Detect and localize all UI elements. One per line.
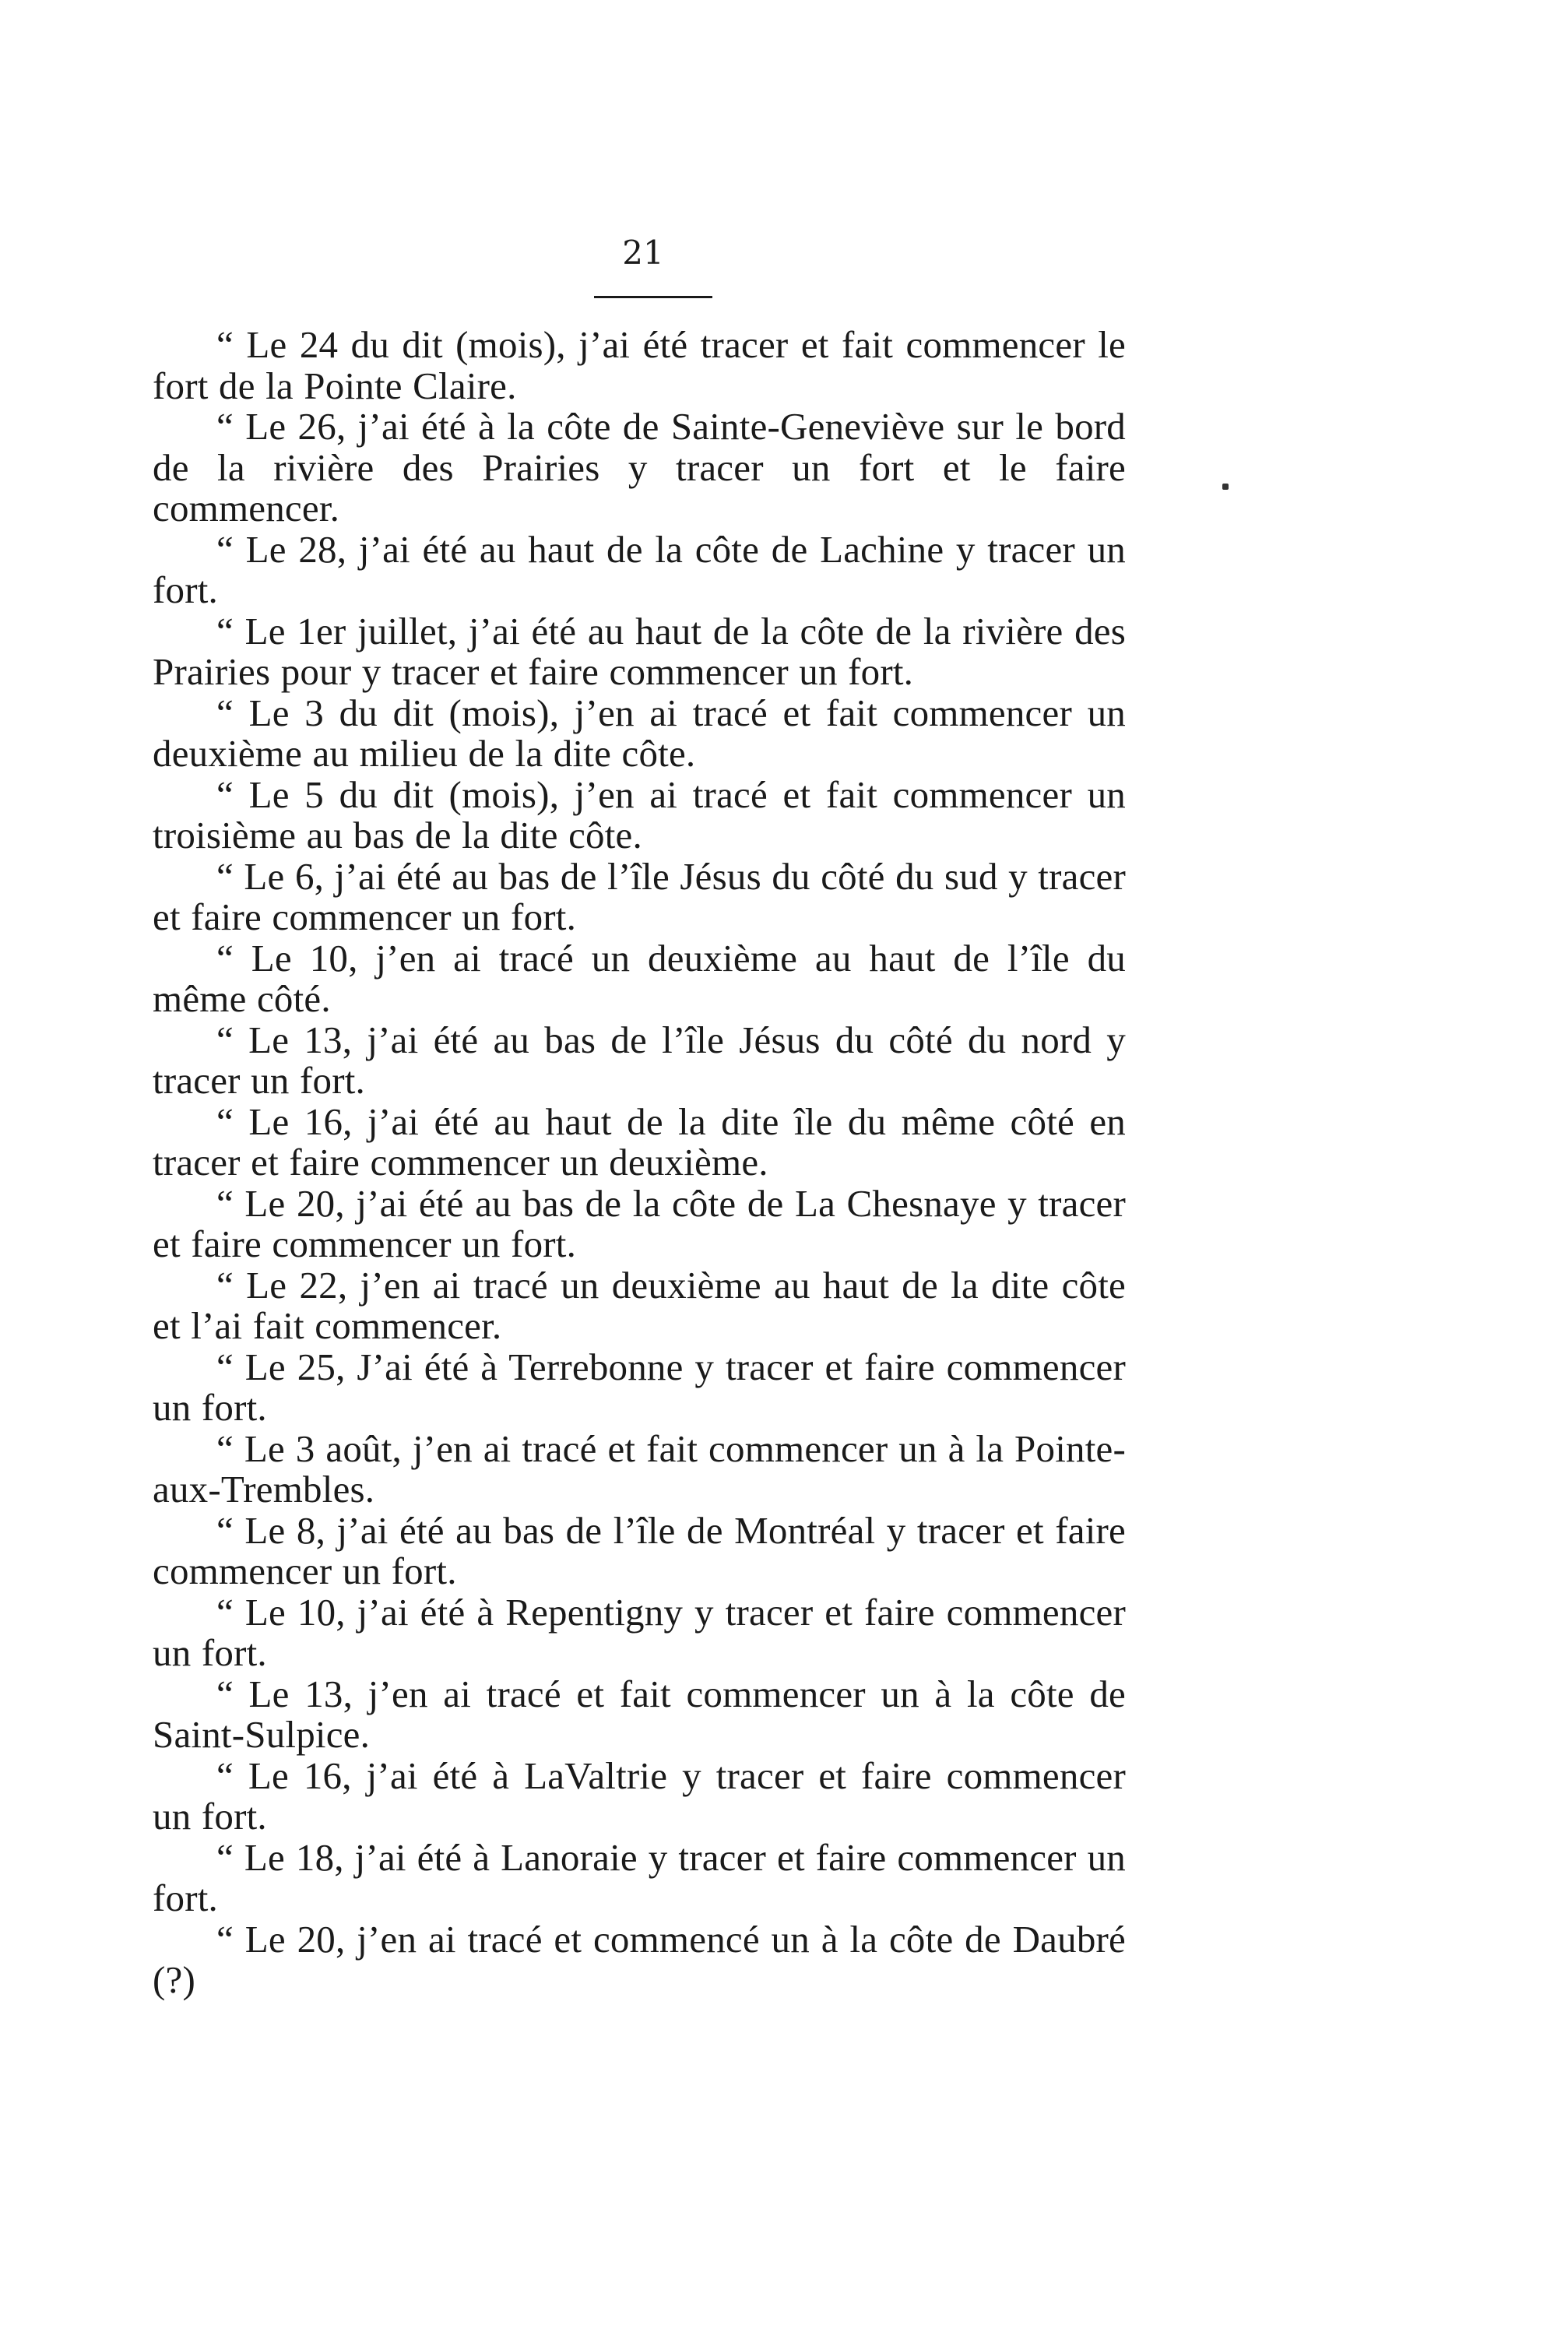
journal-entry: “ Le 1er juillet, j’ai été au haut de la côte de la rivière des Prairies pour y tracer et faire commencer un fort. <box>153 609 1126 693</box>
journal-entry: “ Le 18, j’ai été à Lanoraie y tracer et faire commencer un fort. <box>153 1835 1126 1919</box>
journal-entry: “ Le 6, j’ai été au bas de l’île Jésus du côté du sud y tracer et faire commencer un fort. <box>153 854 1126 938</box>
journal-entry: “ Le 26, j’ai été à la côte de Sainte-Geneviève sur le bord de la rivière des Prairies y tracer un fort et le faire commencer. <box>153 405 1126 529</box>
journal-entry: “ Le 22, j’en ai tracé un deuxième au haut de la dite côte et l’ai fait commencer. <box>153 1263 1126 1347</box>
journal-entry: “ Le 3 du dit (mois), j’en ai tracé et fait commencer un deuxième au milieu de la dite côte. <box>153 691 1126 775</box>
journal-entry: “ Le 16, j’ai été au haut de la dite île du même côté en tracer et faire commencer un deuxième. <box>153 1099 1126 1184</box>
page <box>153 234 1126 2001</box>
journal-entry: “ Le 8, j’ai été au bas de l’île de Montréal y tracer et faire commencer un fort. <box>153 1508 1126 1592</box>
page-number: 21 <box>622 234 664 272</box>
margin-speck <box>1222 484 1229 490</box>
journal-entry: “ Le 28, j’ai été au haut de la côte de Lachine y tracer un fort. <box>153 527 1126 611</box>
journal-entry: “ Le 25, J’ai été à Terrebonne y tracer et faire commencer un fort. <box>153 1345 1126 1429</box>
journal-entry: “ Le 20, j’ai été au bas de la côte de La Chesnaye y tracer et faire commencer un fort. <box>153 1181 1126 1265</box>
journal-entry: “ Le 13, j’ai été au bas de l’île Jésus du côté du nord y tracer un fort. <box>153 1018 1126 1102</box>
journal-entry: “ Le 10, j’ai été à Repentigny y tracer et faire commencer un fort. <box>153 1590 1126 1674</box>
journal-entry: “ Le 10, j’en ai tracé un deuxième au haut de l’île du même côté. <box>153 936 1126 1020</box>
journal-entry: “ Le 3 août, j’en ai tracé et fait commencer un à la Pointe-aux-Trembles. <box>153 1426 1126 1511</box>
journal-entry: “ Le 5 du dit (mois), j’en ai tracé et fait commencer un troisième au bas de la dite côte. <box>153 772 1126 856</box>
journal-entry: “ Le 24 du dit (mois), j’ai été tracer et fait commencer le fort de la Pointe Claire. <box>153 323 1126 407</box>
journal-entry: “ Le 16, j’ai été à LaValtrie y tracer et faire commencer un fort. <box>153 1753 1126 1838</box>
journal-entries <box>153 325 1126 2001</box>
journal-entry: “ Le 13, j’en ai tracé et fait commencer un à la côte de Saint-Sulpice. <box>153 1672 1126 1756</box>
header-rule <box>594 296 712 298</box>
journal-entry: “ Le 20, j’en ai tracé et commencé un à la côte de Daubré (?) <box>153 1917 1126 2001</box>
